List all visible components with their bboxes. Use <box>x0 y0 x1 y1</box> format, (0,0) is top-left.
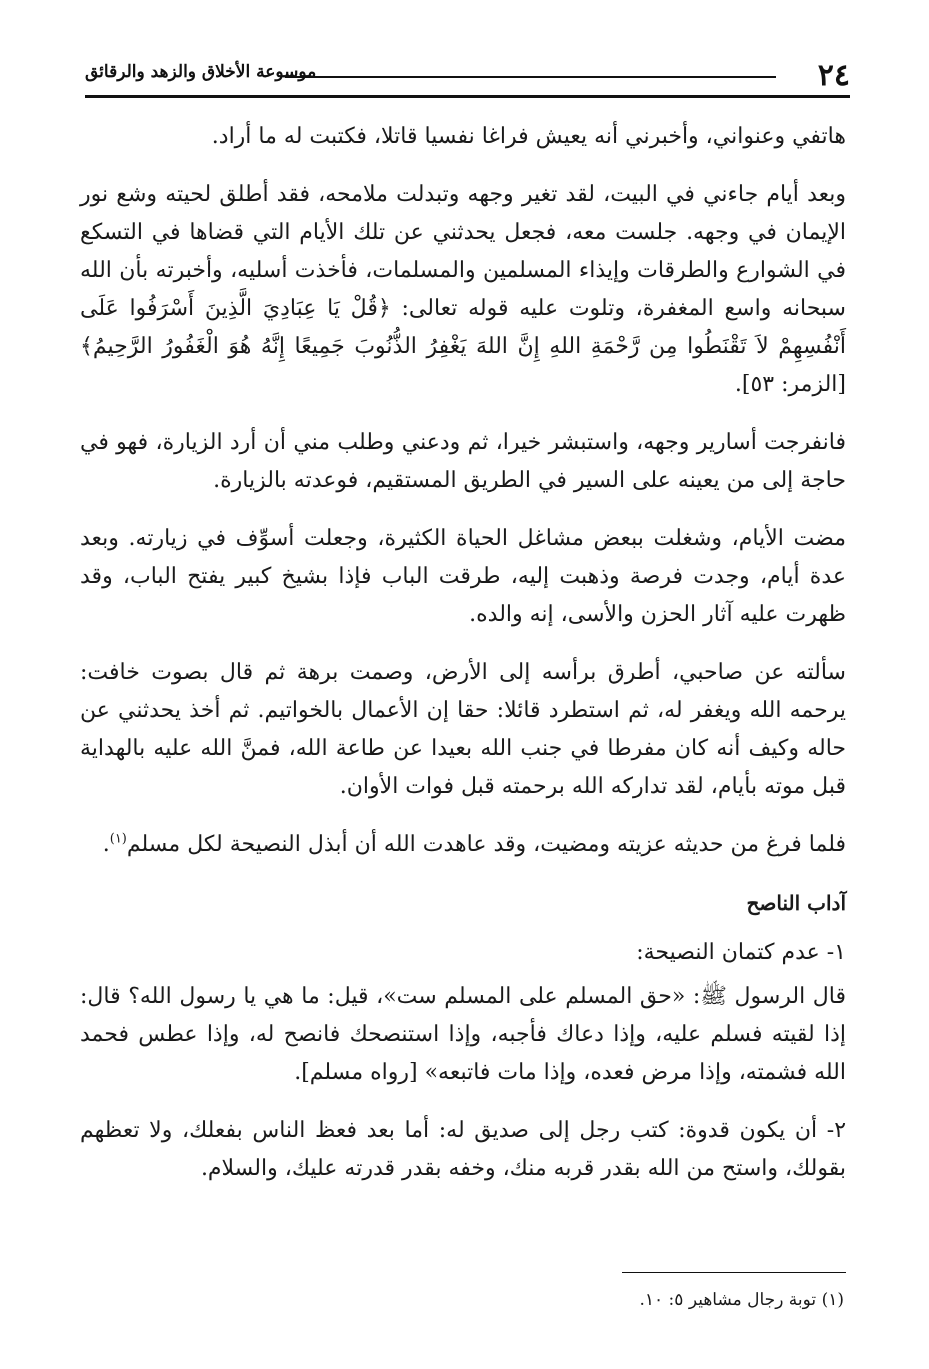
section-heading: آداب الناصح <box>746 891 846 915</box>
footnote-rule <box>622 1272 846 1273</box>
book-title: موسوعة الأخلاق والزهد والرقائق <box>85 62 317 82</box>
page-header <box>85 56 850 96</box>
paragraph-6-text: فلما فرغ من حديثه عزيته ومضيت، وقد عاهدت الله أن أبذل النصيحة لكل مسلم <box>126 832 846 857</box>
header-rule <box>85 95 850 98</box>
paragraph-3: فانفرجت أسارير وجهه، واستبشر خيرا، ثم ودعني وطلب مني أن أرد الزيارة، فهو في حاجة إلى من يعينه على السير في الطريق المستقيم، فوعدته بالزيارة. <box>80 430 846 493</box>
item-2-text: كتب رجل إلى صديق له: أما بعد فعظ الناس بفعلك، ولا تعظهم بقولك، واستح من الله بقدر قربه منك، وخفه بقدر قدرته عليك، والسلام. <box>80 1118 846 1181</box>
item-2 <box>80 1112 846 1188</box>
paragraph-2-text: وبعد أيام جاءني في البيت، لقد تغير وجهه وتبدلت ملامحه، فقد أطلق لحيته وشع نور الإيمان في وجهه. جلست معه، فجعل يحدثني عن تلك الأيام التي قضاها في التسكع في الشوارع والطرقات وإيذاء المسلمين والمسلمات، فأخذت أسليه، وأخبرته بأن الله سبحانه واسع المغفرة، وتلوت عليه قوله تعالى: <box>80 182 846 321</box>
paragraph-6-end: . <box>102 832 110 857</box>
paragraph-5: سألته عن صاحبي، أطرق برأسه إلى الأرض، وصمت برهة ثم قال بصوت خافت: يرحمه الله ويغفر له، ثم استطرد قائلا: حقا إن الأعمال بالخواتيم. ثم أخذ يحدثني عن حاله وكيف أنه كان مفرطا في جنب الله بعيدا عن طاعة الله، فمنَّ الله عليه بالهداية قبل موته بأيام، لقد تداركه الله برحمته قبل فوات الأوان. <box>80 660 846 799</box>
item-2-title: ٢- أن يكون قدوة: <box>678 1118 847 1143</box>
header-title-rule <box>285 76 776 78</box>
paragraph-4: مضت الأيام، وشغلت ببعض مشاغل الحياة الكثيرة، وجعلت أسوِّف في زيارته. وبعد عدة أيام، وجدت فرصة وذهبت إليه، طرقت الباب فإذا بشيخ كبير يفتح الباب، وقد ظهرت عليه آثار الحزن والأسى، إنه والده. <box>80 526 846 627</box>
page-body <box>80 118 846 1208</box>
item-1-title: ١- عدم كتمان النصيحة: <box>636 940 846 965</box>
page-number: ٢٤ <box>817 58 850 93</box>
paragraph-2 <box>80 176 846 404</box>
paragraph-1: هاتفي وعنواني، وأخبرني أنه يعيش فراغا نفسيا قاتلا، فكتبت له ما أراد. <box>211 124 846 149</box>
paragraph-6 <box>80 826 846 864</box>
footnote-marker: (١) <box>109 831 127 847</box>
verse-reference: [الزمر: ٥٣]. <box>734 372 846 397</box>
footnote: (١) توبة رجال مشاهير ٥: ١٠. <box>639 1290 844 1310</box>
item-1-text: قال الرسول ﷺ: «حق المسلم على المسلم ست»، قيل: ما هي يا رسول الله؟ قال: إذا لقيته فسلم عليه، وإذا دعاك فأجبه، وإذا استنصحك فانصح له، وإذا عطس فحمد الله فشمته، وإذا مرض فعده، وإذا مات فاتبعه» [رواه مسلم]. <box>80 984 846 1085</box>
quran-verse: ﴿قُلْ يَا عِبَادِيَ الَّذِينَ أَسْرَفُوا عَلَى أَنْفُسِهِمْ لاَ تَقْنَطُوا مِن رَّحْمَةِ اللهِ إِنَّ اللهَ يَغْفِرُ الذُّنُوبَ جَمِيعًا إِنَّهُ هُوَ الْغَفُورُ الرَّحِيمُ﴾ <box>80 296 846 359</box>
